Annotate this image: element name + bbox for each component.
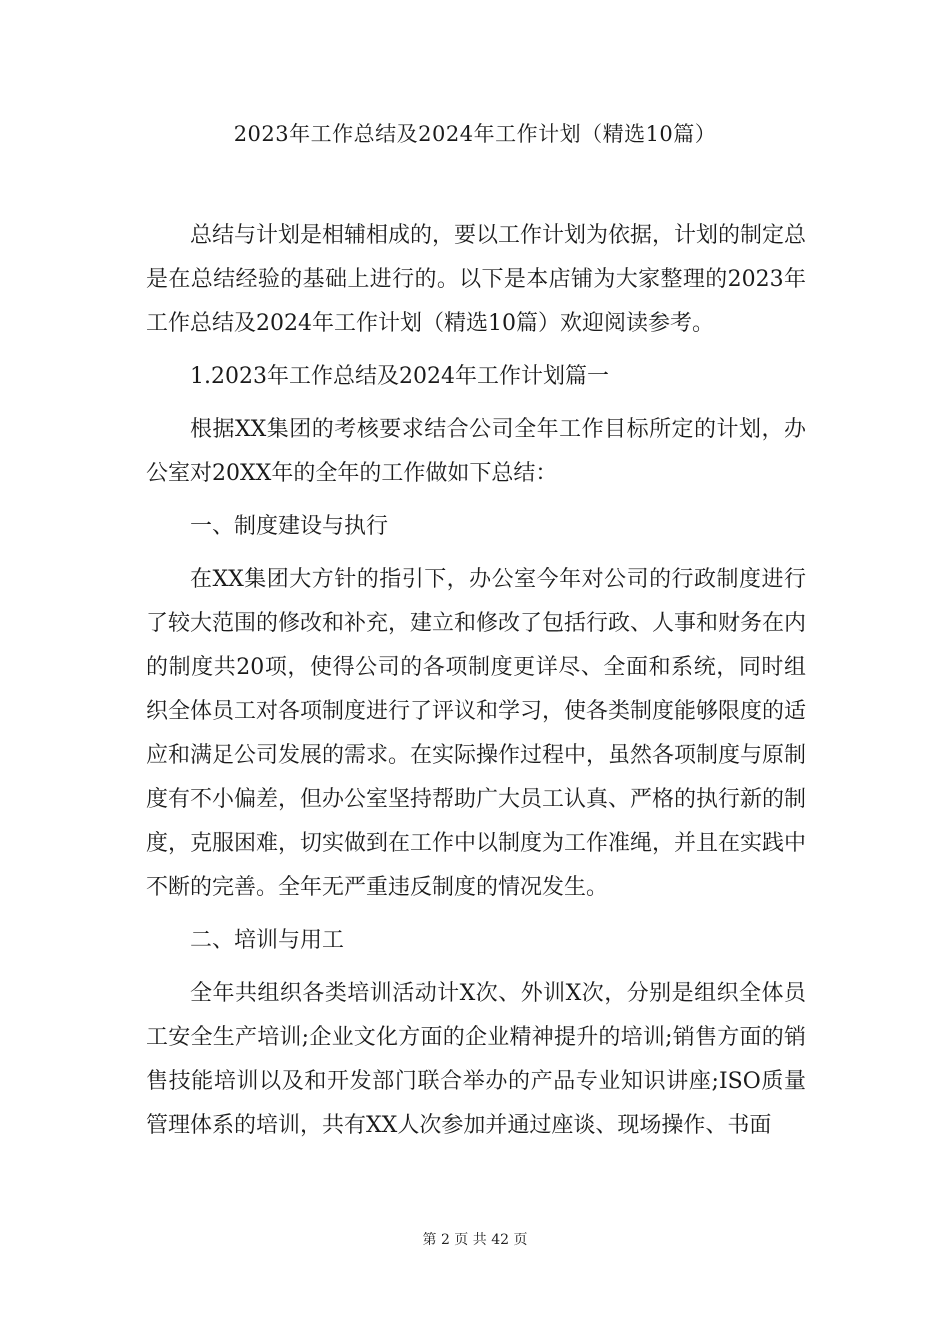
document-title: 2023年工作总结及2024年工作计划（精选10篇） [233,122,717,146]
subheading-training: 二、培训与用工 [190,928,345,953]
page-footer: 第 2 页 共 42 页 [422,1232,528,1248]
subheading-system-building: 一、制度建设与执行 [190,514,389,539]
document-body [146,214,806,1157]
paragraph-training: 全年共组织各类培训活动计X次、外训X次，分别是组织全体员工安全生产培训;企业文化方面的企业精神提升的培训;销售方面的销售技能培训以及和开发部门联合举办的产品专业知识讲座;ISO质量管理体系的培训，共有XX人次参加并通过座谈、现场操作、书面 [146,981,806,1138]
paragraph-summary-intro: 根据XX集团的考核要求结合公司全年工作目标所定的计划，办公室对20XX年的全年的工作做如下总结： [146,417,806,486]
section-heading-part-one: 1.2023年工作总结及2024年工作计划篇一 [190,364,609,389]
paragraph-intro: 总结与计划是相辅相成的，要以工作计划为依据，计划的制定总是在总结经验的基础上进行的。以下是本店铺为大家整理的2023年工作总结及2024年工作计划（精选10篇）欢迎阅读参考。 [146,223,807,336]
paragraph-system-building: 在XX集团大方针的指引下，办公室今年对公司的行政制度进行了较大范围的修改和补充，建立和修改了包括行政、人事和财务在内的制度共20项，使得公司的各项制度更详尽、全面和系统，同时组织全体员工对各项制度进行了评议和学习，使各类制度能够限度的适应和满足公司发展的需求。在实际操作过程中，虽然各项制度与原制度有不小偏差，但办公室坚持帮助广大员工认真、严格的执行新的制度，克服困难，切实做到在工作中以制度为工作准绳，并且在实践中不断的完善。全年无严重违反制度的情况发生。 [146,567,807,900]
